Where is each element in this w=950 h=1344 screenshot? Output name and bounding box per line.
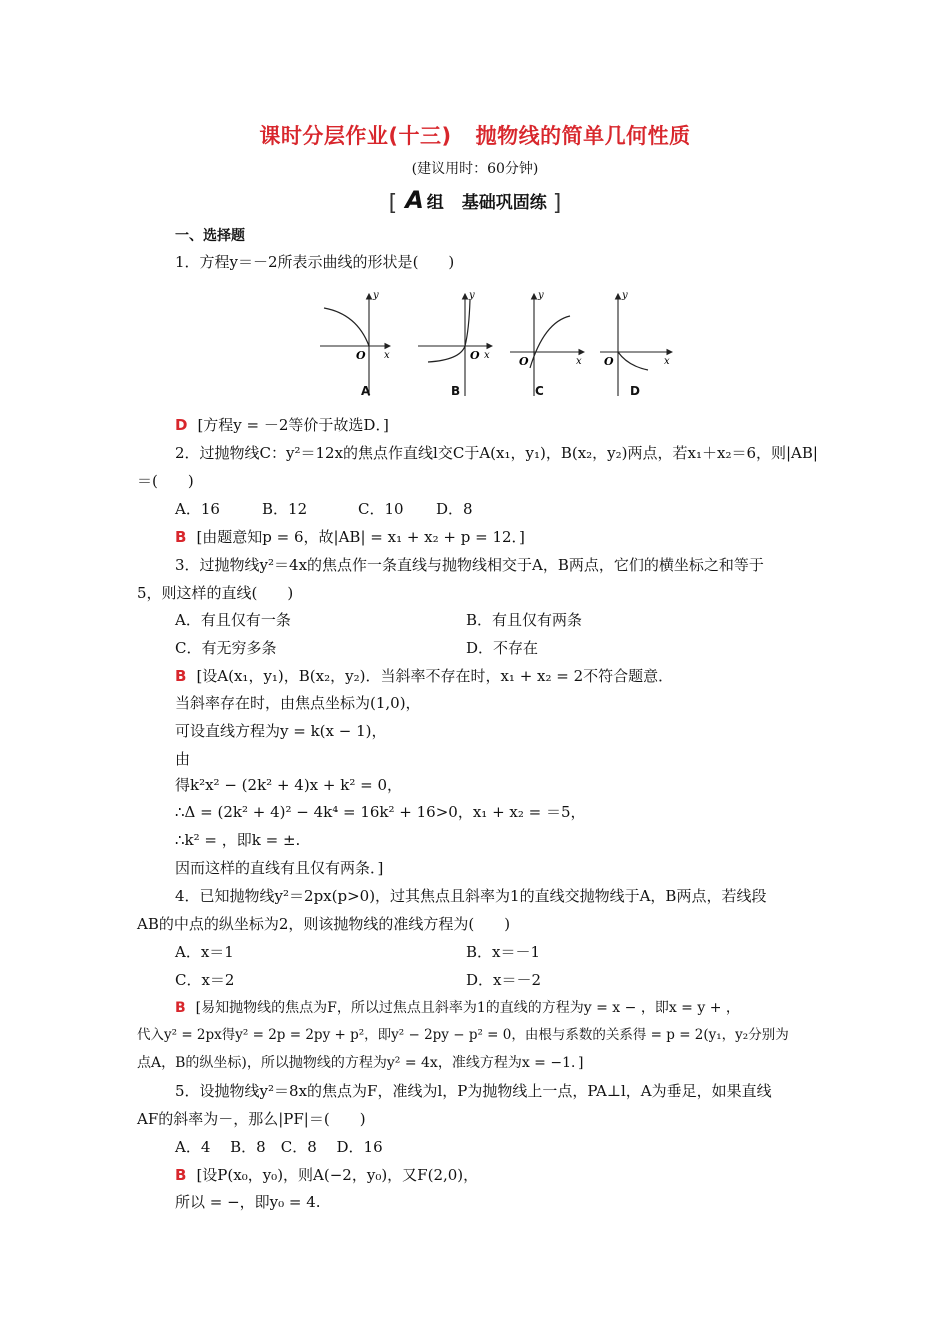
q5-options: A．4 B．8 C．8 D．16: [175, 1138, 383, 1156]
answer-3-line-5: 得k²x² − (2k² + 4)x + k² = 0，: [175, 776, 402, 794]
graph-c-curve: [530, 316, 570, 368]
answer-3-line-3: 可设直线方程为y = k(x − 1)，: [175, 722, 387, 740]
question-4-line-1: 4．已知抛物线y²＝2px(p>0)，过其焦点且斜率为1的直线交抛物线于A，B两点，若线段: [175, 887, 767, 905]
graph-d-y-label: y: [622, 290, 628, 301]
answer-4-text-1: [易知抛物线的焦点为F，所以过焦点且斜率为1的直线的方程为y = x − ，即x = y + ，: [195, 1000, 740, 1016]
answer-3-line-6: ∴Δ = (2k² + 4)² − 4k⁴ = 16k² + 16>0，x₁ + x₂ = ＝5，: [175, 803, 586, 821]
answer-1-text: [方程y = －2等价于故选D．]: [197, 416, 389, 434]
suggested-time: (建议用时：60分钟): [411, 161, 539, 177]
title-part-a: 课时分层作业(十三): [259, 124, 452, 148]
group-bracket-open: [: [388, 191, 398, 216]
answer-5-letter: B: [175, 1166, 187, 1184]
group-name: 基础巩固练: [461, 193, 547, 213]
question-2-line-2: ＝( ): [137, 472, 194, 490]
graph-a-y-label: y: [373, 290, 379, 301]
graph-b-caption: B: [451, 384, 461, 398]
answer-1: [175, 415, 389, 435]
answer-5-line-1: [175, 1165, 478, 1185]
answer-5-line-2: 所以 = −，即y₀ = 4.: [175, 1193, 321, 1211]
q2-option-a: A．16: [175, 500, 220, 518]
answer-3-line-1: [175, 666, 673, 686]
group-bracket-close: ]: [552, 191, 562, 216]
answer-4-line-2: 代入y² = 2px得y² = 2p = 2py + p²，即y² − 2py − p² = 0，由根与系数的关系得 = p = 2(y₁，y₂分别为: [137, 1027, 789, 1043]
page-title: [0, 120, 950, 150]
graph-a: [320, 290, 390, 396]
question-5-line-2: AF的斜率为－，那么|PF|＝( ): [137, 1110, 366, 1128]
answer-4-line-1: [175, 998, 740, 1018]
title-part-b: 抛物线的简单几何性质: [475, 124, 691, 148]
answer-4-letter: B: [175, 1000, 186, 1016]
section-title: 一、选择题: [175, 228, 245, 244]
answer-3-letter: B: [175, 667, 187, 685]
graph-b-y-label: y: [469, 290, 475, 301]
answer-2-letter: B: [175, 528, 187, 546]
group-suffix: 组: [426, 193, 444, 213]
graph-c-x-label: x: [576, 356, 582, 367]
q3-option-b: B．有且仅有两条: [466, 611, 583, 629]
answer-5-text-1: [设P(x₀，y₀)，则A(−2，y₀)，又F(2,0)，: [196, 1166, 479, 1184]
graph-a-curve: [324, 308, 369, 346]
answer-3-line-7: ∴k² = ，即k = ±.: [175, 831, 301, 849]
graph-d: [600, 290, 672, 396]
graph-a-x-label: x: [384, 350, 390, 361]
q2-option-d: D．8: [436, 500, 473, 518]
q3-option-c: C．有无穷多条: [175, 639, 277, 657]
graph-a-origin-label: O: [356, 349, 366, 362]
q3-option-a: A．有且仅有一条: [175, 611, 291, 629]
answer-3-text-1: [设A(x₁，y₁)，B(x₂，y₂)．当斜率不存在时，x₁ + x₂ = 2不符合题意．: [196, 667, 674, 685]
question-3-line-2: 5，则这样的直线( ): [137, 584, 294, 602]
graph-d-origin-label: O: [604, 355, 614, 368]
group-heading: [0, 186, 950, 216]
answer-4-line-3: 点A，B的纵坐标)，所以抛物线的方程为y² = 4x，准线方程为x = −1．]: [137, 1055, 584, 1071]
q3-option-d: D．不存在: [466, 639, 539, 657]
answer-2: [175, 527, 525, 547]
graph-d-x-label: x: [664, 356, 670, 367]
question-1: 1．方程y＝－2所表示曲线的形状是( ): [175, 253, 455, 271]
graph-a-caption: A: [361, 384, 371, 398]
q4-option-d: D．x＝－2: [466, 971, 542, 989]
answer-3-line-4: 由: [175, 750, 191, 768]
question-4-line-2: AB的中点的纵坐标为2，则该抛物线的准线方程为( ): [137, 915, 511, 933]
q2-option-c: C．10: [358, 500, 404, 518]
answer-1-letter: D: [175, 416, 188, 434]
graph-b-x-label: x: [484, 350, 490, 361]
graph-c-caption: C: [535, 384, 544, 398]
graph-c-y-label: y: [538, 290, 544, 301]
q2-option-b: B．12: [262, 500, 308, 518]
graph-b-curve: [428, 300, 470, 362]
question-5-line-1: 5．设抛物线y²＝8x的焦点为F，准线为l，P为抛物线上一点，PA⊥l，A为垂足，如果直线: [175, 1082, 772, 1100]
question-3-line-1: 3．过抛物线y²＝4x的焦点作一条直线与抛物线相交于A，B两点，它们的横坐标之和等于: [175, 556, 764, 574]
group-letter: A: [405, 186, 423, 214]
question-2-line-1: 2．过抛物线C：y²＝12x的焦点作直线l交C于A(x₁，y₁)，B(x₂，y₂)两点，若x₁＋x₂＝6，则|AB|: [175, 444, 818, 462]
q4-option-b: B．x＝－1: [466, 943, 541, 961]
answer-2-text: [由题意知p = 6，故|AB| = x₁ + x₂ + p = 12．]: [196, 528, 525, 546]
answer-3-line-8: 因而这样的直线有且仅有两条．]: [175, 859, 384, 877]
answer-3-line-2: 当斜率存在时，由焦点坐标为(1,0)，: [175, 694, 421, 712]
q4-option-a: A．x＝1: [175, 943, 234, 961]
graph-c-origin-label: O: [519, 355, 529, 368]
graph-b-origin-label: O: [470, 349, 480, 362]
graph-d-curve: [618, 352, 648, 370]
graph-d-caption: D: [630, 384, 640, 398]
graph-c: [510, 290, 584, 396]
graph-b: [418, 290, 492, 396]
q4-option-c: C．x＝2: [175, 971, 235, 989]
